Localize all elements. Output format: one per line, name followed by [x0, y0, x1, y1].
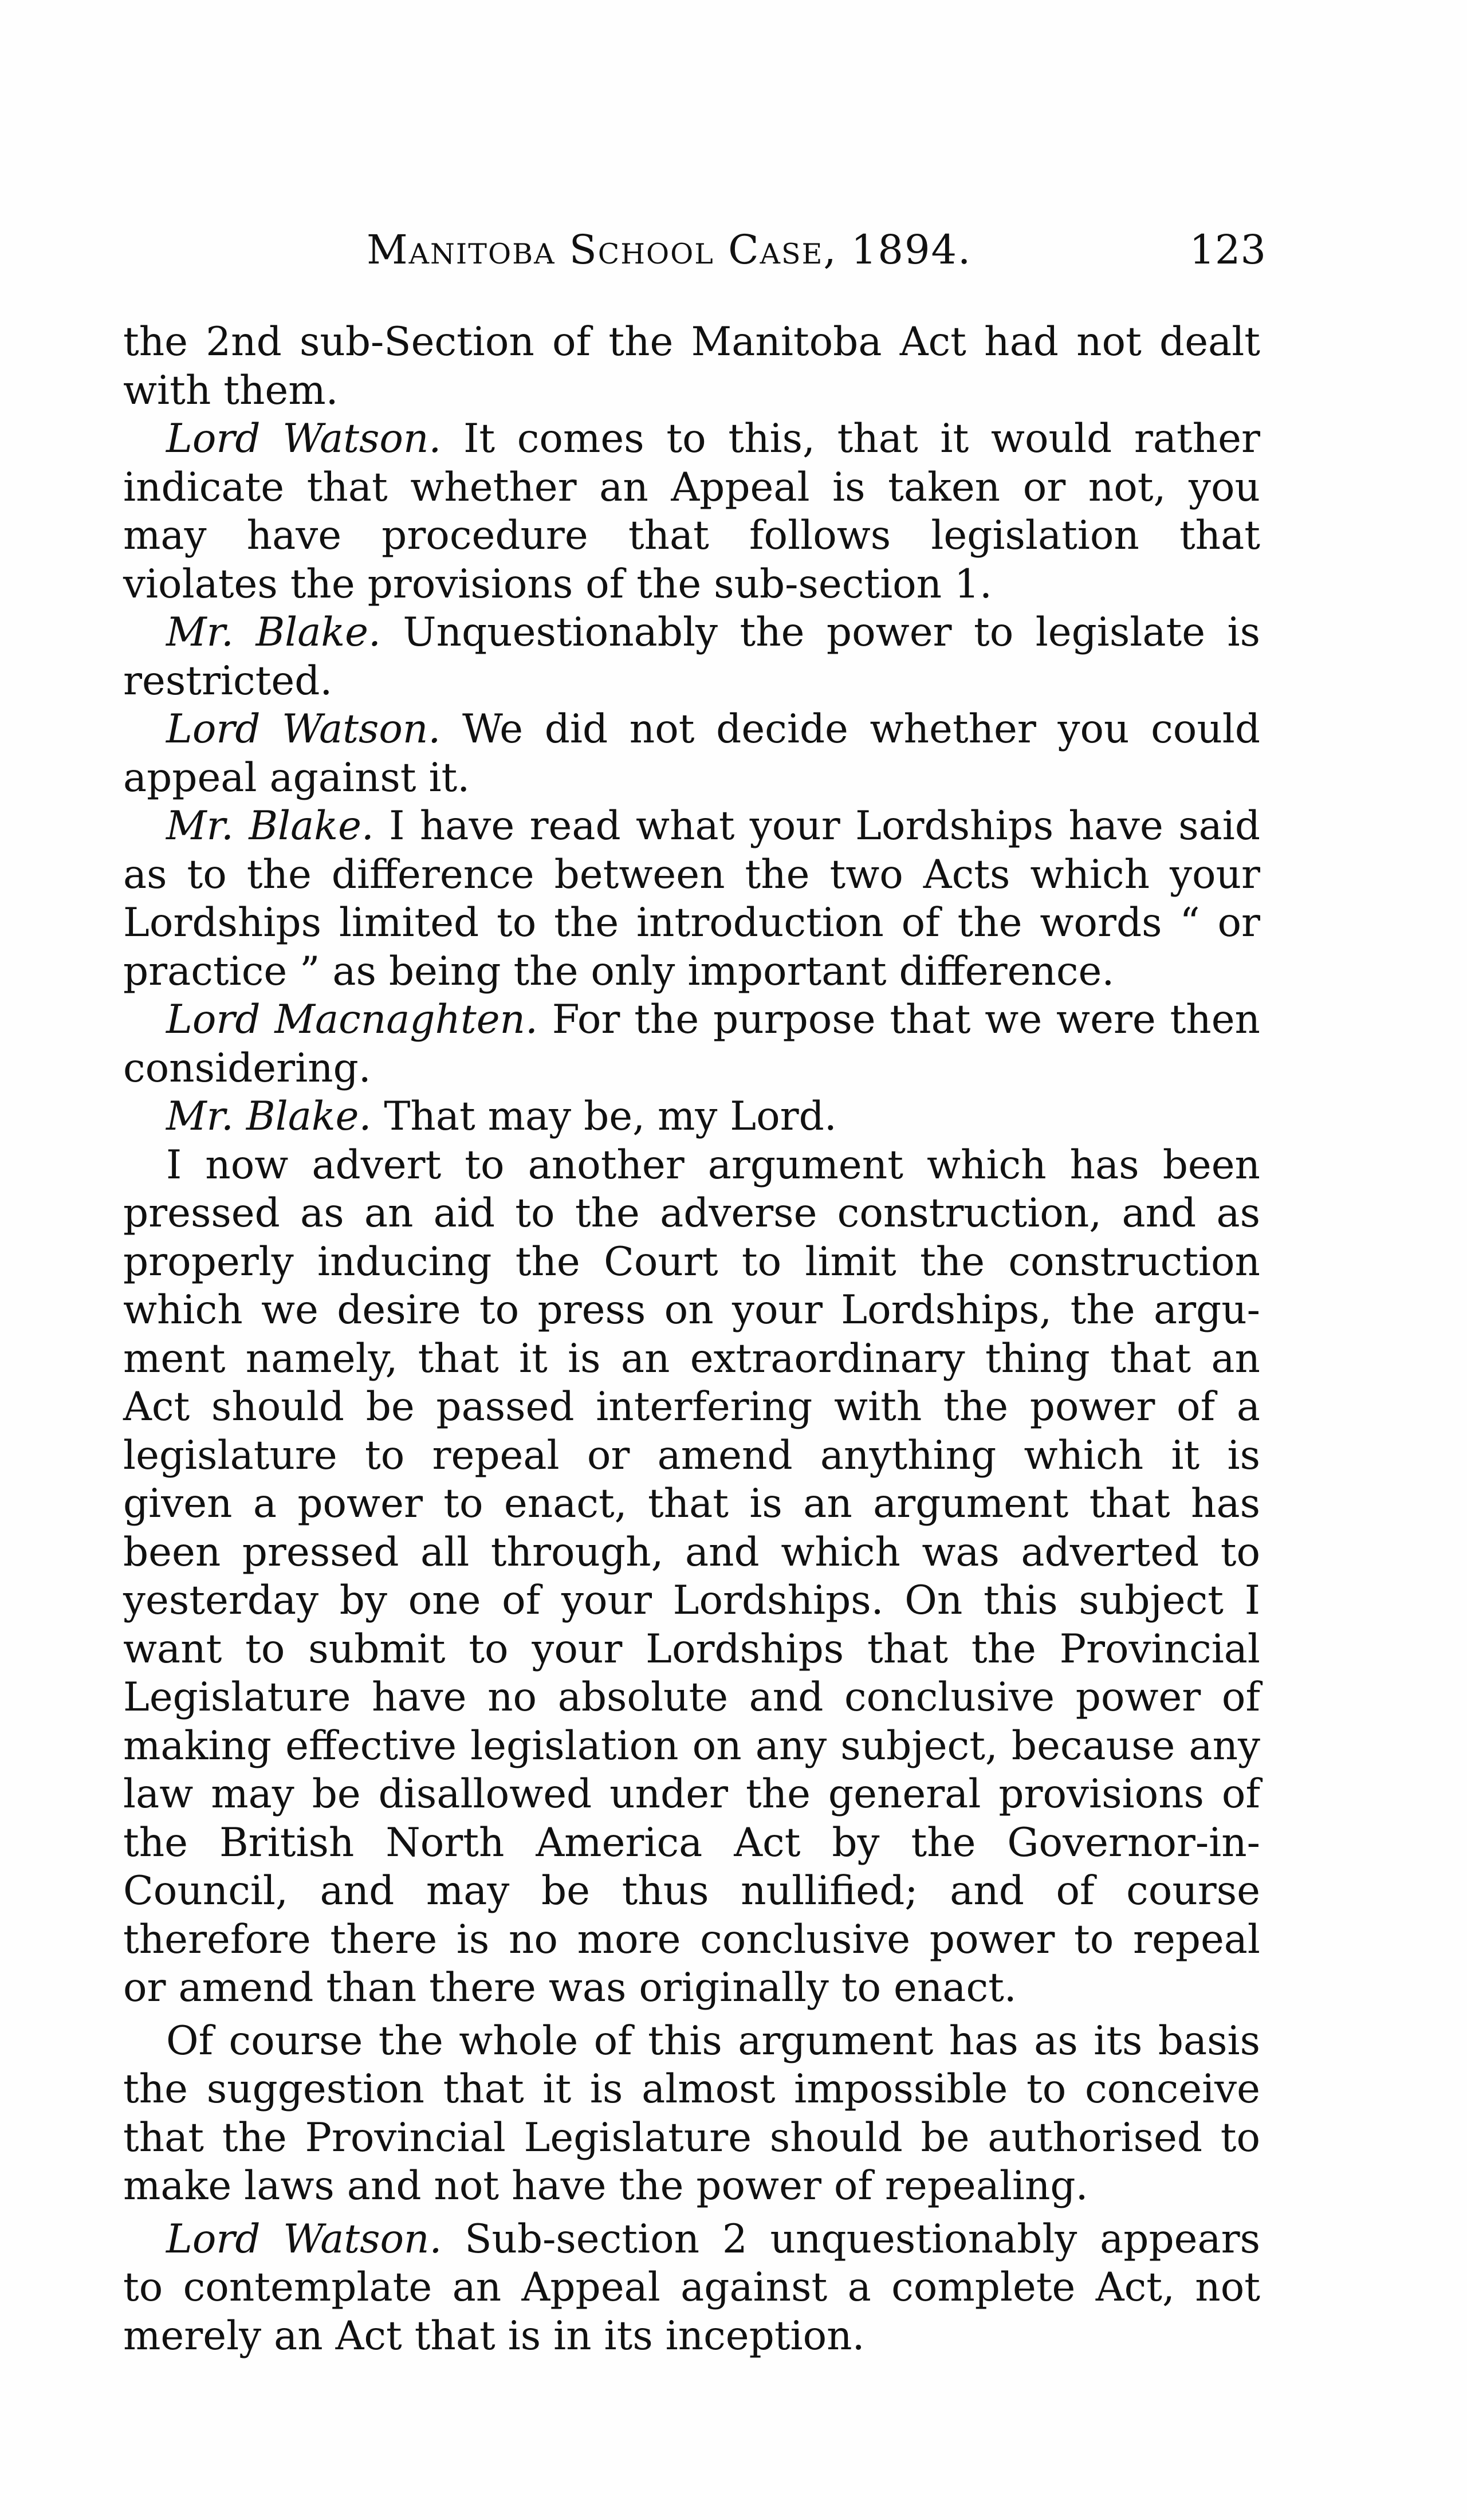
speaker-name: Mr. Blake. [166, 803, 374, 849]
speaker-name: Lord Watson. [166, 416, 442, 462]
paragraph-text: the 2nd sub-Section of the Manitoba Act had not dealt with them. [123, 319, 1260, 414]
text-column [123, 318, 1260, 2360]
paragraph-text: Of course the whole of this argument has as its basis the suggestion that it is almost impossible to conceive that the Provincial Legislature should be authorised to make laws and not have the power of repealing. [123, 2018, 1260, 2209]
speaker-name: Lord Macnaghten. [166, 997, 538, 1043]
paragraph-argument-basis [123, 2017, 1260, 2211]
speaker-name: Mr. Blake. [166, 610, 381, 655]
paragraph-text: I now advert to another argument which has been pressed as an aid to the adverse construction, and as properly inducing the Court to limit the construction which we desire to press on your Lordships, the argument namely, that it is an extraordinary thing that an Act should be passed interfering with the power of a legislature to repeal or amend anything which it is given a power to enact, that is an argument that has been pressed all through, and which was adverted to yesterday by one of your Lordships. On this subject I want to submit to your Lordships that the Provincial Legislature have no absolute and conclusive power of making effective legislation on any subject, because any law may be disallowed under the general provisions of the British North America Act by the Governor-in-Council, and may be thus nullified; and of course therefore there is no more conclusive power to repeal or amend than there was originally to enact. [123, 1142, 1260, 2011]
page-number: 123 [1189, 226, 1266, 273]
paragraph-text: It comes to this, that it would rather indicate that whether an Appeal is taken or not, you may have procedure that follows legislation that violates the provisions of the sub-section 1. [123, 416, 1261, 607]
paragraph-text: I have read what your Lordships have said as to the difference between the two Acts which your Lordships limited to the introduction of the words “ or practice ” as being the only important difference. [123, 803, 1260, 994]
paragraph-argument [123, 1141, 1260, 2012]
paragraph-text: For the purpose that we were then considering. [123, 997, 1260, 1091]
paragraph-text: Sub-section 2 unquestionably appears to contemplate an Appeal against a complete Act, not merely an Act that is in its inception. [123, 2216, 1261, 2359]
paragraph-lord-watson [123, 705, 1260, 802]
paragraph-lord-macnaghten [123, 996, 1260, 1092]
paragraph-lord-watson [123, 2215, 1260, 2361]
paragraph-text: We did not decide whether you could appeal against it. [123, 706, 1261, 801]
running-title: Manitoba School Case, 1894. [367, 226, 972, 273]
paragraph-mr-blake [123, 608, 1260, 705]
speaker-name: Mr. Blake. [166, 1094, 372, 1139]
paragraph-mr-blake [123, 1092, 1260, 1141]
paragraph-text: Unquestionably the power to legislate is restricted. [123, 610, 1260, 704]
paragraph-continuation [123, 318, 1260, 415]
running-head [120, 226, 1266, 278]
paragraph-text: That may be, my Lord. [371, 1094, 837, 1139]
paragraph-lord-watson [123, 415, 1260, 608]
speaker-name: Lord Watson. [166, 2216, 442, 2262]
speaker-name: Lord Watson. [166, 706, 441, 752]
paragraph-mr-blake [123, 802, 1260, 996]
